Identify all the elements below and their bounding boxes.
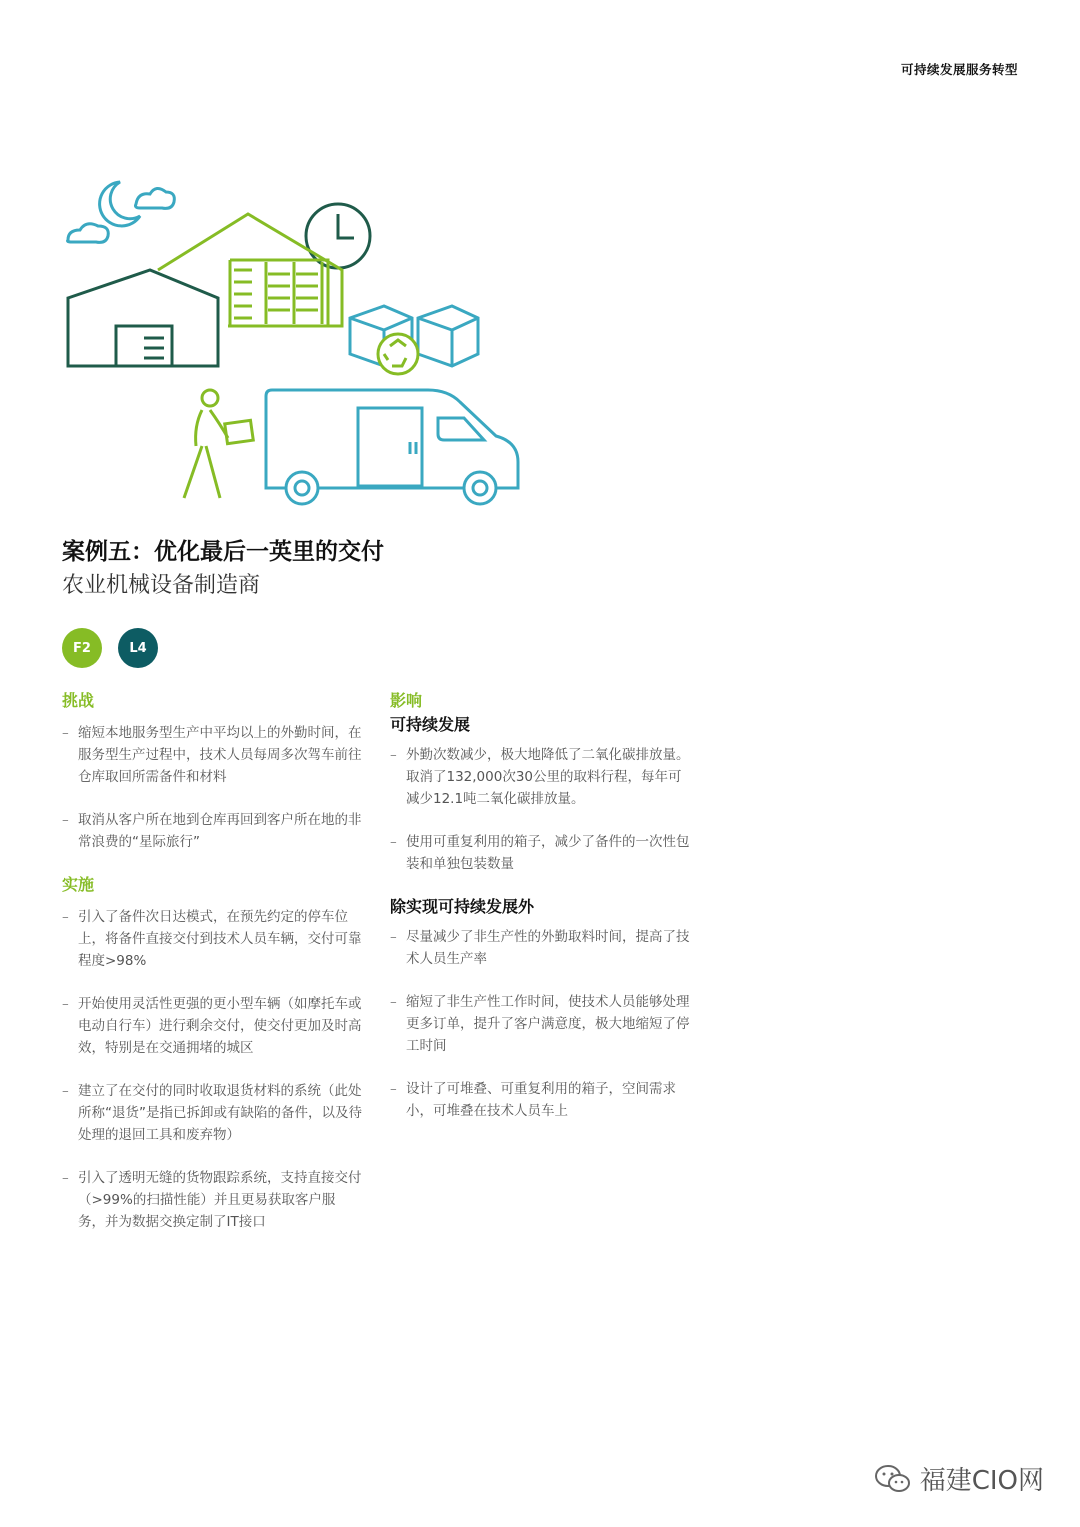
list-item: – 缩短本地服务型生产中平均以上的外勤时间，在服务型生产过程中，技术人员每周多次驾车前往仓库取回所需备件和材料: [62, 722, 362, 788]
challenge-list: [62, 722, 362, 853]
watermark-text: 福建CIO网: [919, 1466, 1044, 1496]
clock-icon: [306, 204, 370, 268]
moon-icon: [100, 182, 140, 226]
list-item: – 外勤次数减少，极大地降低了二氧化碳排放量。取消了132,000次30公里的取料行程，每年可减少12.1吨二氧化碳排放量。: [390, 744, 690, 810]
list-item: – 引入了透明无缝的货物跟踪系统，支持直接交付（>99%的扫描性能）并且更易获取客户服务，并为数据交换定制了IT接口: [62, 1167, 362, 1233]
warehouse-icon: [158, 214, 342, 326]
beyond-list: [390, 926, 690, 1122]
impact-heading: 影响: [390, 691, 423, 710]
list-item: – 开始使用灵活性更强的更小型车辆（如摩托车或电动自行车）进行剩余交付，使交付更加及时高效，特别是在交通拥堵的城区: [62, 993, 362, 1059]
list-item: – 缩短了非生产性工作时间，使技术人员能够处理更多订单，提升了客户满意度，极大地缩短了停工时间: [390, 991, 690, 1057]
sustainability-heading: 可持续发展: [390, 715, 471, 734]
badge-f2: F2: [62, 628, 102, 668]
list-item: – 尽量减少了非生产性的外勤取料时间，提高了技术人员生产率: [390, 926, 690, 970]
watermark: [874, 1460, 1044, 1497]
garage-icon: [68, 270, 218, 366]
implementation-heading: 实施: [62, 875, 95, 894]
badge-l4: L4: [118, 628, 158, 668]
sustainability-list: [390, 744, 690, 875]
left-column: [62, 690, 362, 1254]
list-item: – 使用可重复利用的箱子，减少了备件的一次性包装和单独包装数量: [390, 831, 690, 875]
case-subtitle: 农业机械设备制造商: [62, 573, 261, 598]
delivery-illustration: [60, 170, 530, 510]
wechat-icon: [874, 1464, 912, 1494]
implementation-list: [62, 906, 362, 1233]
header-title: 可持续发展服务转型: [900, 62, 1018, 77]
list-item: – 设计了可堆叠、可重复利用的箱子，空间需求小，可堆叠在技术人员车上: [390, 1078, 690, 1122]
recycle-icon: [378, 334, 418, 374]
challenge-heading: 挑战: [62, 691, 95, 710]
list-item: – 引入了备件次日达模式，在预先约定的停车位上，将备件直接交付到技术人员车辆，交付可靠程度>98%: [62, 906, 362, 972]
van-icon: [266, 390, 518, 504]
beyond-heading: 除实现可持续发展外: [390, 897, 535, 916]
list-item: – 建立了在交付的同时收取退货材料的系统（此处所称“退货”是指已拆卸或有缺陷的备件，以及待处理的退回工具和废弃物）: [62, 1080, 362, 1146]
person-icon: [184, 390, 253, 498]
list-item: – 取消从客户所在地到仓库再回到客户所在地的非常浪费的“星际旅行”: [62, 809, 362, 853]
right-column: [390, 690, 690, 1143]
case-title: 案例五：优化最后一英里的交付: [62, 539, 384, 565]
